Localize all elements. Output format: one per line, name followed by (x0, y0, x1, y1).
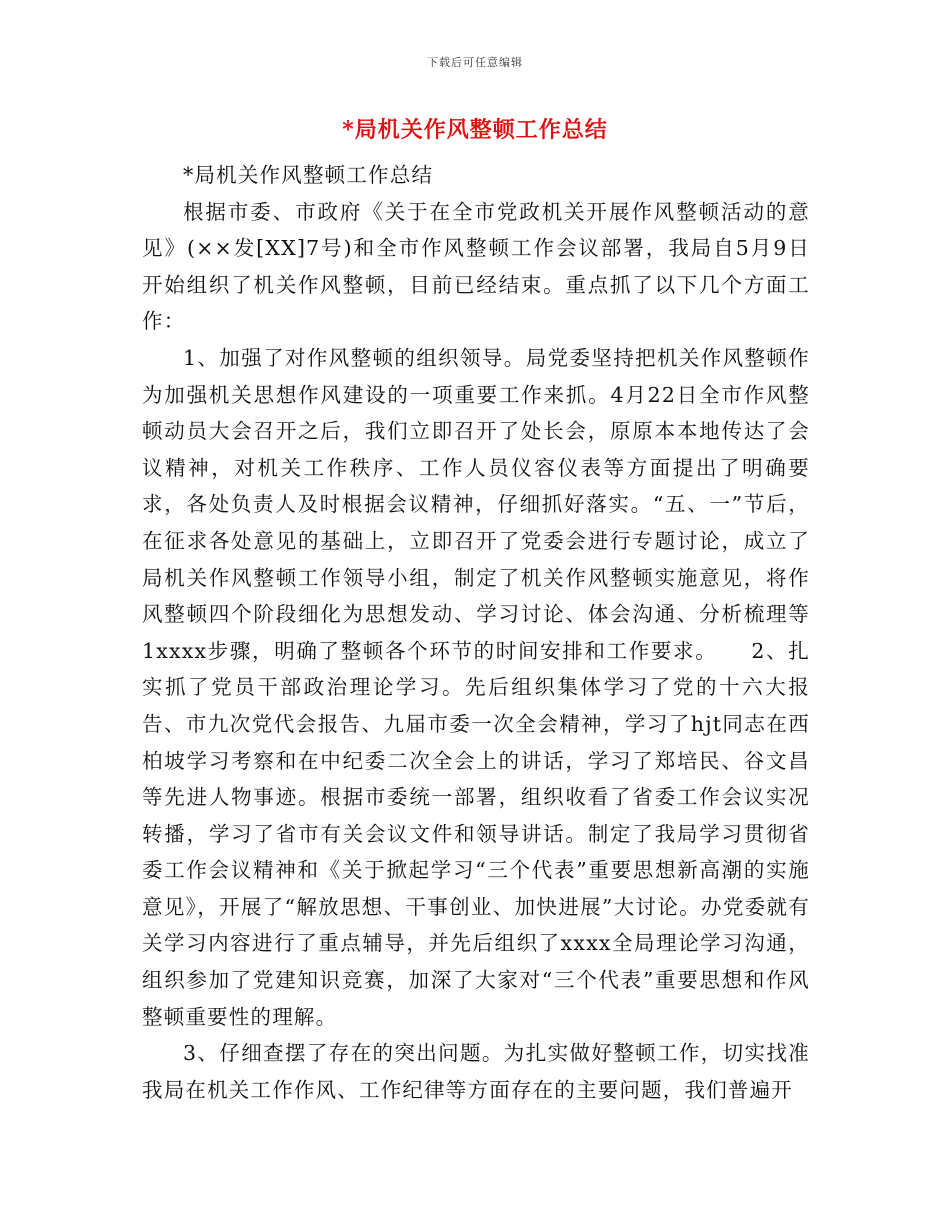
paragraph-subtitle: *局机关作风整顿工作总结 (183, 163, 434, 187)
paragraph-section-3: 3、仔细查摆了存在的突出问题。为扎实做好整顿工作，切实找准我局在机关工作作风、工作纪律等方面存在的主要问题，我们普遍开 (142, 1041, 810, 1102)
paragraph-intro: 根据市委、市政府《关于在全市党政机关开展作风整顿活动的意见》(××发[XX]7号)和全市作风整顿工作会议部署，我局自5月9日开始组织了机关作风整顿，目前已经结束。重点抓了以下几个方面工作： (142, 199, 810, 334)
document-body (142, 157, 810, 1108)
document-title: *局机关作风整顿工作总结 (342, 117, 608, 143)
header-note: 下载后可任意编辑 (427, 56, 523, 69)
paragraph-section-1-2: 1、加强了对作风整顿的组织领导。局党委坚持把机关作风整顿作为加强机关思想作风建设的一项重要工作来抓。4月22日全市作风整顿动员大会召开之后，我们立即召开了处长会，原原本本地传达了会议精神，对机关工作秩序、工作人员仪容仪表等方面提出了明确要求，各处负责人及时根据会议精神，仔细抓好落实。“五、一”节后，在征求各处意见的基础上，立即召开了党委会进行专题讨论，成立了局机关作风整顿工作领导小组，制定了机关作风整顿实施意见，将作风整顿四个阶段细化为思想发动、学习讨论、体会沟通、分析梳理等1xxxx步骤，明确了整顿各个环节的时间安排和工作要求。 2、扎实抓了党员干部政治理论学习。先后组织集体学习了党的十六大报告、市九次党代会报告、九届市委一次全会精神，学习了hjt同志在西柏坡学习考察和在中纪委二次全会上的讲话，学习了郑培民、谷文昌等先进人物事迹。根据市委统一部署，组织收看了省委工作会议实况转播，学习了省市有关会议文件和领导讲话。制定了我局学习贯彻省委工作会议精神和《关于掀起学习“三个代表”重要思想新高潮的实施意见》，开展了“解放思想、干事创业、加快进展”大讨论。办党委就有关学习内容进行了重点辅导，并先后组织了xxxx全局理论学习沟通，组织参加了党建知识竞赛，加深了大家对“三个代表”重要思想和作风整顿重要性的理解。 (142, 345, 810, 1029)
